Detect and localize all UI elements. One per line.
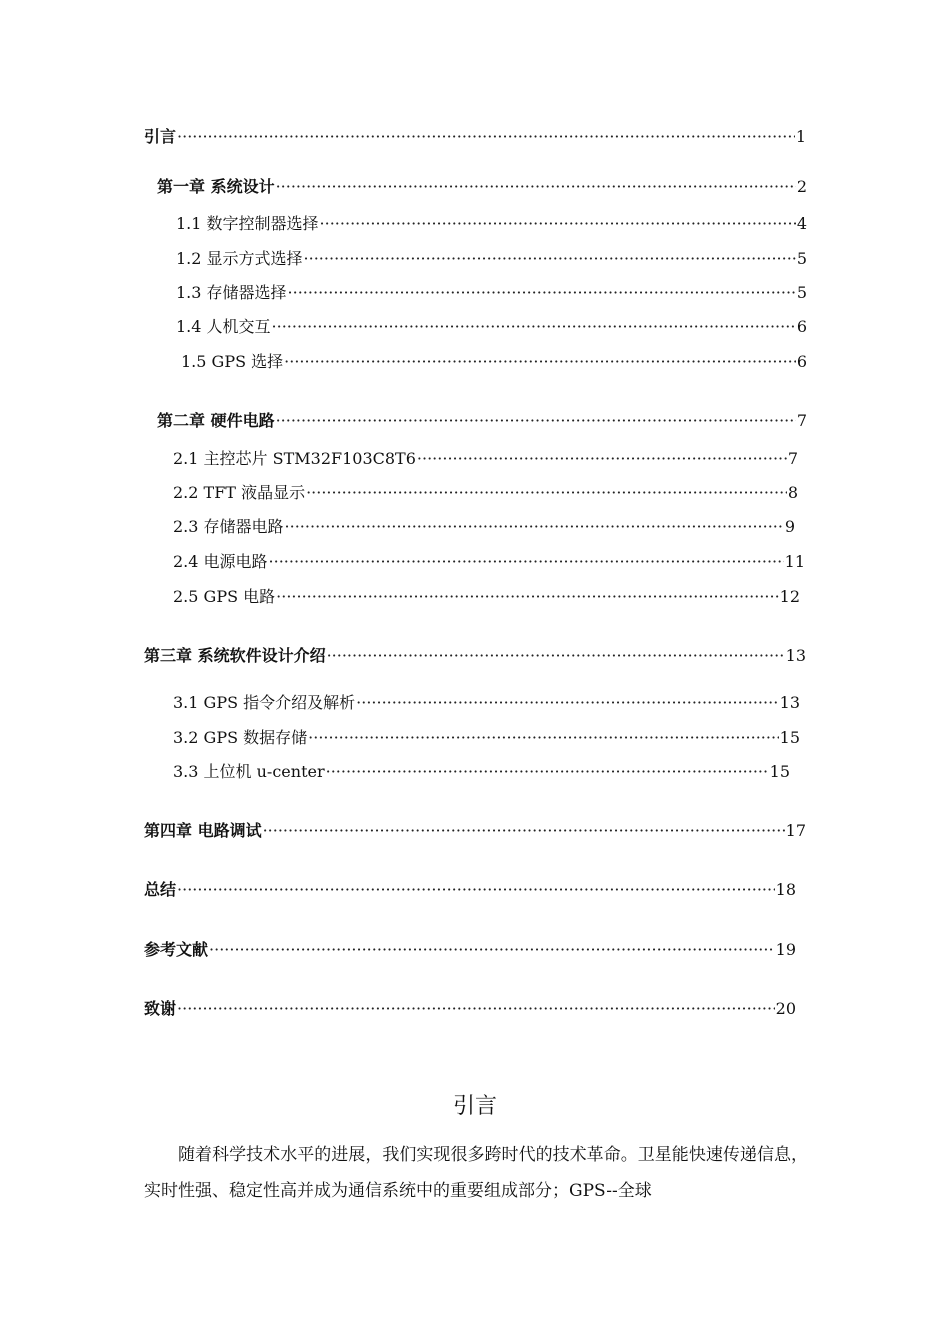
toc-entry[interactable] [173,727,800,749]
toc-entry[interactable] [173,551,805,573]
toc-leader [285,516,784,538]
toc-leader [276,410,796,432]
toc-entry[interactable] [144,820,806,842]
toc-entry[interactable] [144,645,806,667]
toc-entry-page: 2 [796,177,807,196]
toc-leader [276,176,796,198]
toc-leader [326,761,769,783]
toc-entry-page: 6 [796,317,807,336]
toc-entry-page: 20 [775,999,796,1018]
toc-entry-title: 2.2 TFT 液晶显示 [173,483,306,502]
toc-entry-title: 第二章 硬件电路 [157,411,275,430]
toc-entry[interactable] [144,126,806,148]
toc-entry-title: 1.2 显示方式选择 [176,249,303,268]
toc-leader [288,282,796,304]
toc-entry-title: 1.4 人机交互 [176,317,271,336]
toc-entry-title: 总结 [144,880,177,899]
toc-entry[interactable] [176,213,807,235]
toc-entry-page: 4 [796,214,807,233]
toc-leader [308,727,779,749]
toc-leader [417,448,787,470]
toc-entry[interactable] [176,316,807,338]
toc-entry[interactable] [144,879,796,901]
toc-entry-page: 7 [787,449,798,468]
toc-entry[interactable] [144,939,796,961]
toc-entry-page: 15 [769,762,790,781]
toc-entry[interactable] [157,176,807,198]
toc-leader [276,586,779,608]
toc-leader [327,645,785,667]
toc-leader [320,213,796,235]
toc-leader [284,351,796,373]
toc-leader [177,998,775,1020]
toc-leader [269,551,784,573]
body-paragraph [144,1137,808,1209]
toc-entry[interactable] [181,351,807,373]
toc-entry-page: 12 [779,587,800,606]
toc-leader [356,692,779,714]
toc-entry-title: 2.3 存储器电路 [173,517,284,536]
toc-leader [304,248,796,270]
toc-entry[interactable] [176,248,807,270]
toc-entry-title: 引言 [144,127,177,146]
toc-entry-page: 9 [784,517,795,536]
toc-entry[interactable] [176,282,807,304]
toc-entry-page: 5 [796,283,807,302]
toc-entry-title: 致谢 [144,999,177,1018]
section-heading: 引言 [452,1094,497,1119]
toc-entry-page: 5 [796,249,807,268]
toc-entry-page: 15 [779,728,800,747]
toc-entry-title: 3.3 上位机 u-center [173,762,325,781]
toc-leader [306,482,787,504]
toc-entry-title: 第一章 系统设计 [157,177,275,196]
toc-entry-title: 2.5 GPS 电路 [173,587,276,606]
toc-leader [272,316,796,338]
toc-entry-title: 第四章 电路调试 [144,821,262,840]
toc-entry-page: 6 [796,352,807,371]
toc-entry-page: 11 [784,552,805,571]
toc-entry[interactable] [173,516,795,538]
toc-entry-title: 参考文献 [144,940,209,959]
toc-entry-title: 第三章 系统软件设计介绍 [144,646,326,665]
toc-entry-title: 3.2 GPS 数据存储 [173,728,308,747]
toc-entry[interactable] [173,448,798,470]
toc-entry-page: 13 [785,646,806,665]
toc-leader [209,939,775,961]
toc-leader [177,879,775,901]
toc-entry-page: 7 [796,411,807,430]
toc-entry-page: 17 [785,821,806,840]
toc-entry-title: 1.5 GPS 选择 [181,352,284,371]
toc-entry-title: 1.3 存储器选择 [176,283,287,302]
toc-entry-page: 18 [775,880,796,899]
toc-entry-title: 2.4 电源电路 [173,552,268,571]
toc-entry[interactable] [173,586,800,608]
toc-entry[interactable] [173,761,790,783]
toc-entry[interactable] [144,998,796,1020]
toc-entry-page: 8 [787,483,798,502]
toc-entry-title: 1.1 数字控制器选择 [176,214,319,233]
toc-entry[interactable] [173,692,800,714]
toc-entry[interactable] [157,410,807,432]
toc-entry-title: 2.1 主控芯片 STM32F103C8T6 [173,449,416,468]
toc-entry-page: 19 [775,940,796,959]
toc-entry[interactable] [173,482,798,504]
toc-leader [177,126,795,148]
toc-entry-title: 3.1 GPS 指令介绍及解析 [173,693,356,712]
paragraph-text: 随着科学技术水平的进展，我们实现很多跨时代的技术革命。卫星能快速传递信息，实时性强、稳定性高并成为通信系统中的重要组成部分；GPS--全球 [144,1145,808,1201]
toc-leader [263,820,785,842]
toc-entry-page: 13 [779,693,800,712]
toc-entry-page: 1 [795,127,806,146]
